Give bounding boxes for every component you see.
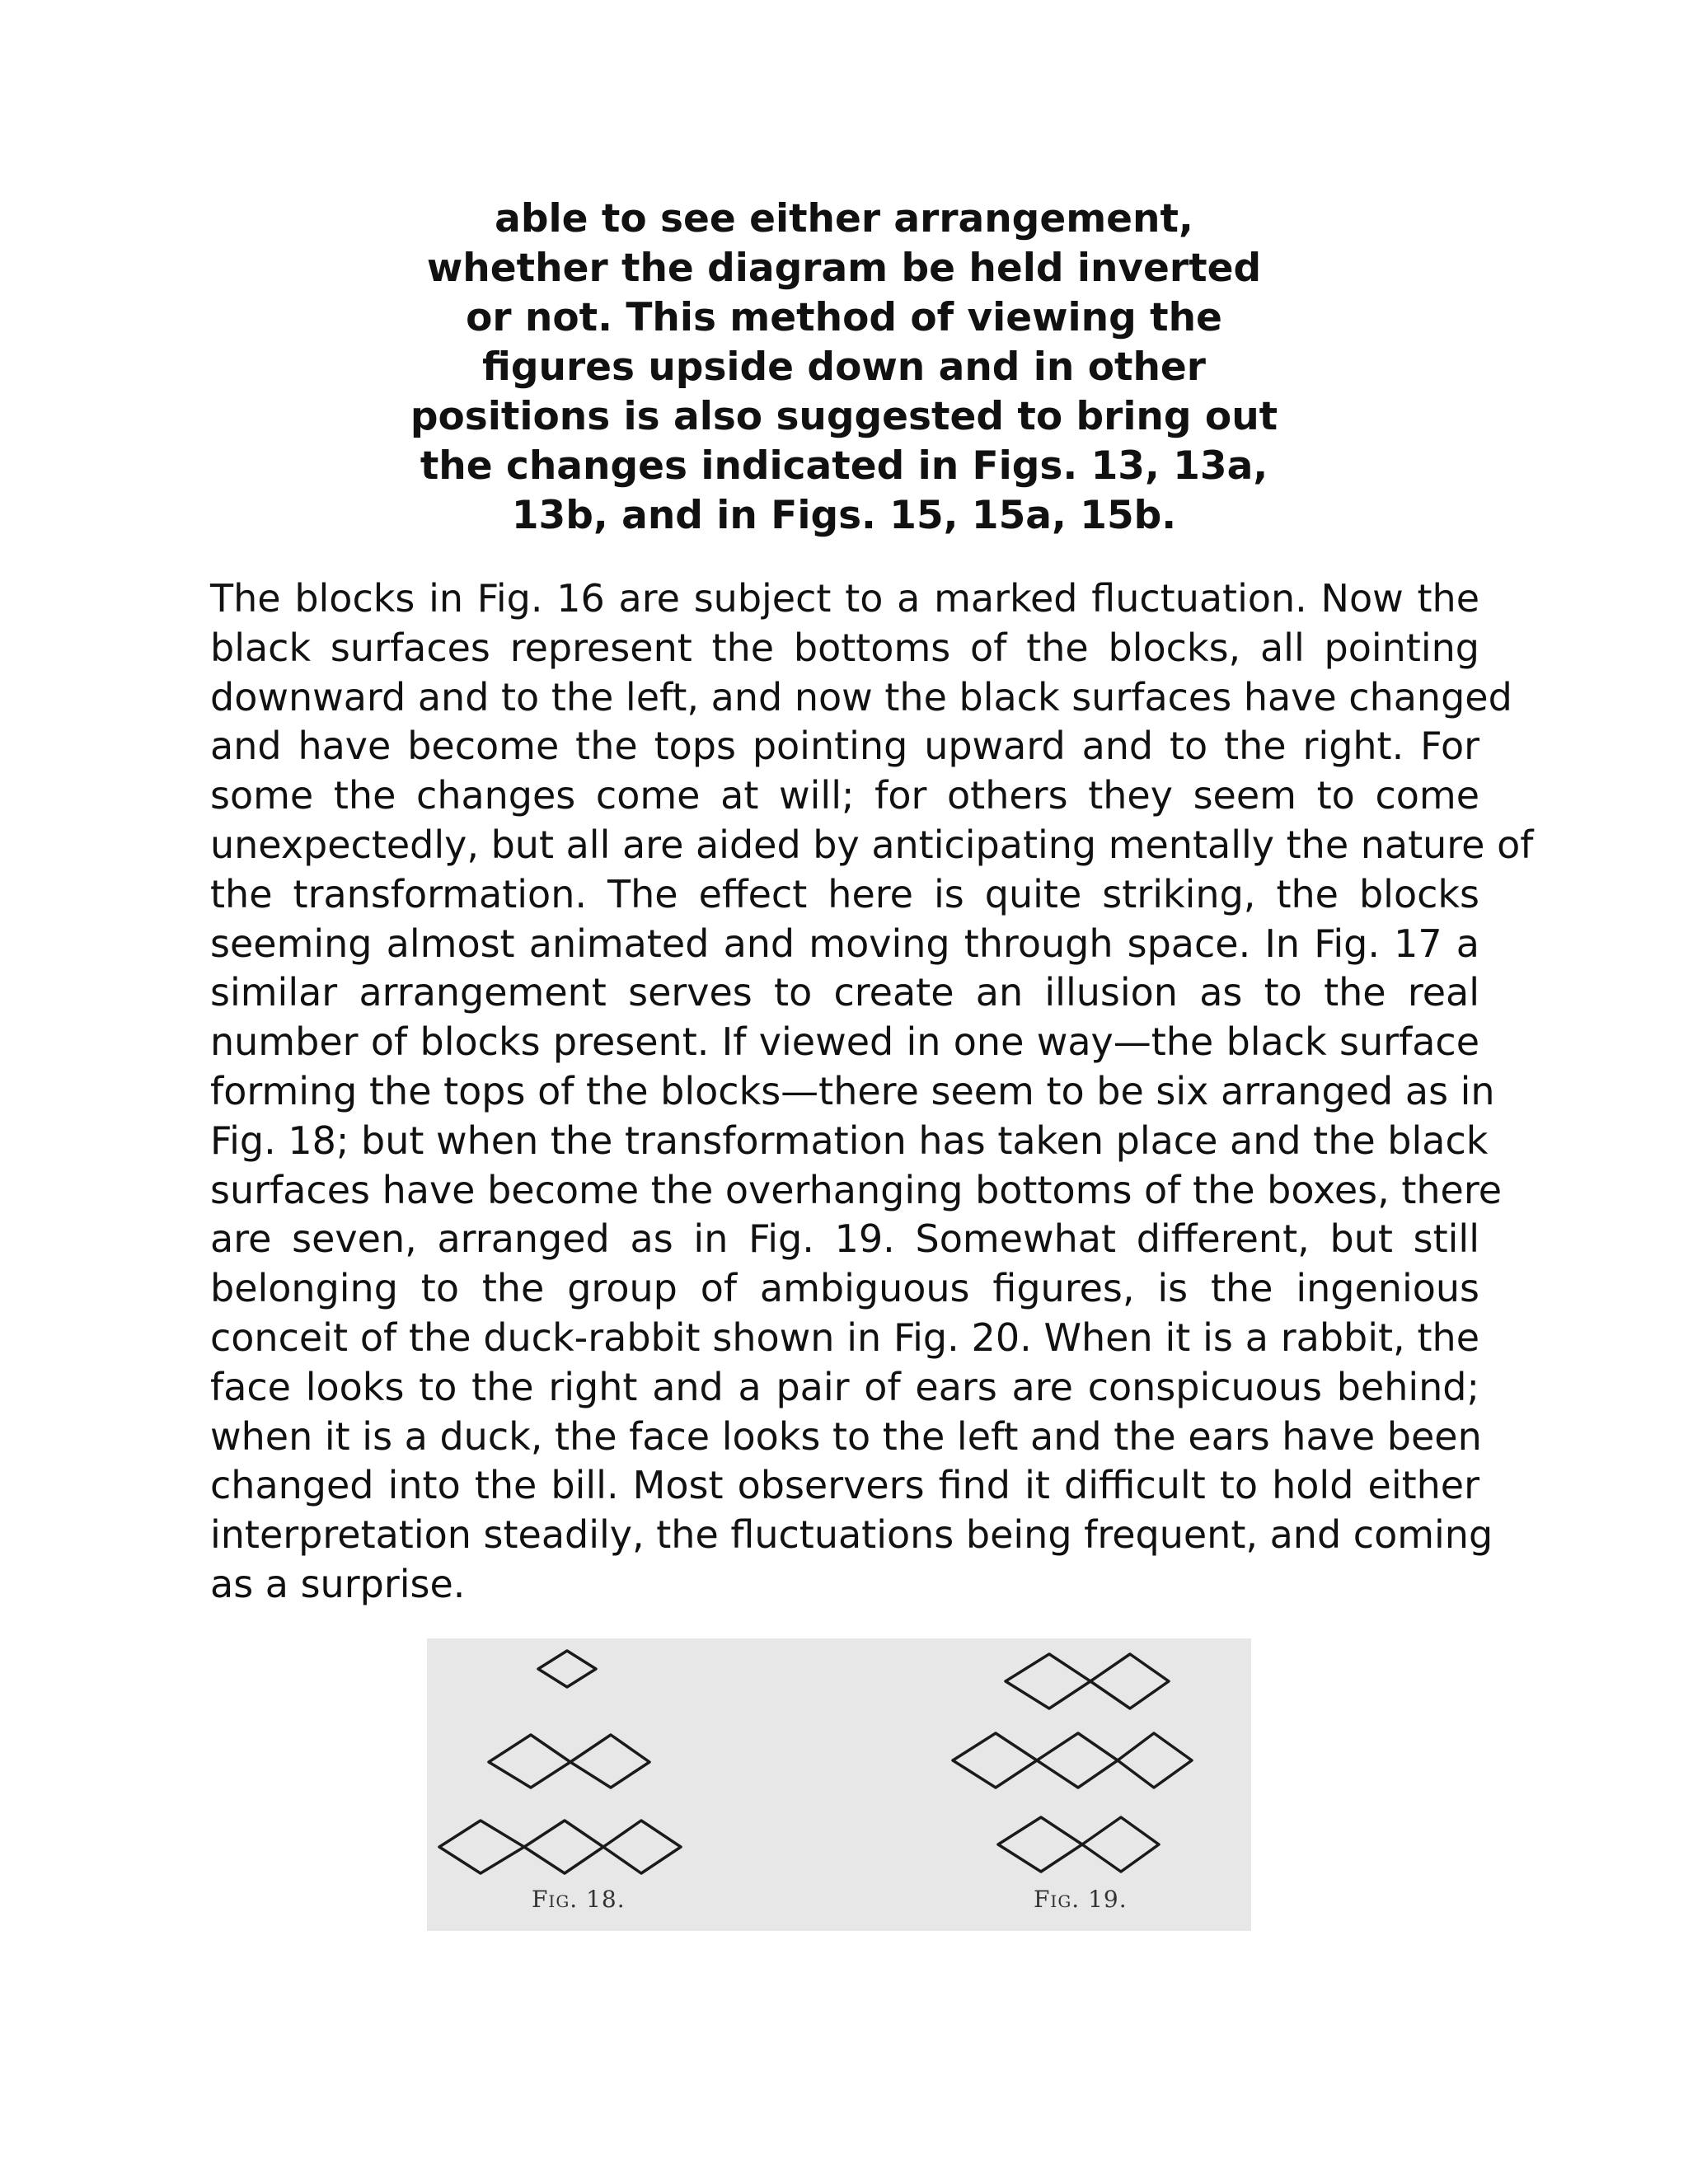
- body-line: black surfaces represent the bottoms of the blocks, all pointing: [210, 625, 1479, 670]
- body-paragraph: [210, 574, 1534, 1610]
- rhombus: [603, 1821, 681, 1873]
- body-line: the transformation. The effect here is quite striking, the blocks: [210, 871, 1479, 916]
- rhombus: [489, 1735, 570, 1788]
- body-line: similar arrangement serves to create an illusion as to the real: [210, 970, 1479, 1015]
- rhombus: [1037, 1733, 1118, 1788]
- rhombus: [953, 1733, 1037, 1788]
- body-line: face looks to the right and a pair of ears are conspicuous behind;: [210, 1364, 1479, 1409]
- body-line: forming the tops of the blocks—there seem to be six arranged as in: [210, 1068, 1495, 1113]
- caption-line: the changes indicated in Figs. 13, 13a,: [420, 443, 1268, 489]
- body-line: interpretation steadily, the fluctuations being frequent, and coming: [210, 1512, 1493, 1558]
- body-line: number of blocks present. If viewed in one way—the black surface: [210, 1019, 1479, 1065]
- rhombus: [524, 1821, 603, 1873]
- body-line: surfaces have become the overhanging bottoms of the boxes, there: [210, 1167, 1503, 1212]
- fig19-diagram: [953, 1654, 1192, 1872]
- caption-line: able to see either arrangement,: [495, 196, 1193, 241]
- caption-line: 13b, and in Figs. 15, 15a, 15b.: [511, 493, 1177, 538]
- caption-line: or not. This method of viewing the: [466, 295, 1222, 340]
- body-line: as a surprise.: [210, 1561, 466, 1606]
- rhombus: [998, 1817, 1082, 1872]
- rhombus: [1082, 1817, 1159, 1872]
- rhombus: [439, 1821, 524, 1873]
- body-line: belonging to the group of ambiguous figures, is the ingenious: [210, 1266, 1479, 1311]
- figure-caption-text: [396, 194, 1292, 541]
- body-line: when it is a duck, the face looks to the left and the ears have been: [210, 1413, 1482, 1459]
- body-line: seeming almost animated and moving through space. In Fig. 17 a: [210, 921, 1479, 966]
- rhombus: [570, 1735, 649, 1788]
- body-line: Fig. 18; but when the transformation has taken place and the black: [210, 1118, 1489, 1163]
- caption-line: figures upside down and in other: [482, 344, 1206, 390]
- fig19-label: Fig. 19.: [1034, 1886, 1128, 1913]
- body-line: are seven, arranged as in Fig. 19. Somewhat different, but still: [210, 1216, 1479, 1262]
- rhombus: [538, 1651, 596, 1687]
- rhombus: [1090, 1654, 1169, 1708]
- body-line: downward and to the left, and now the black surfaces have changed: [210, 674, 1512, 719]
- body-line: some the changes come at will; for others they seem to come: [210, 773, 1479, 818]
- rhombus: [1118, 1733, 1192, 1788]
- body-line: The blocks in Fig. 16 are subject to a marked fluctuation. Now the: [210, 576, 1479, 621]
- caption-line: positions is also suggested to bring out: [410, 394, 1278, 439]
- body-line: changed into the bill. Most observers find it difficult to hold either: [210, 1463, 1479, 1508]
- fig18-label: Fig. 18.: [532, 1886, 626, 1913]
- body-line: conceit of the duck-rabbit shown in Fig. 20. When it is a rabbit, the: [210, 1315, 1479, 1360]
- figures-18-19-image: [427, 1638, 1251, 1931]
- rhombus: [1006, 1654, 1090, 1708]
- caption-line: whether the diagram be held inverted: [426, 246, 1262, 291]
- body-line: and have become the tops pointing upward and to the right. For: [210, 724, 1479, 769]
- body-line: unexpectedly, but all are aided by anticipating mentally the nature of: [210, 822, 1534, 867]
- fig18-diagram: [439, 1651, 681, 1873]
